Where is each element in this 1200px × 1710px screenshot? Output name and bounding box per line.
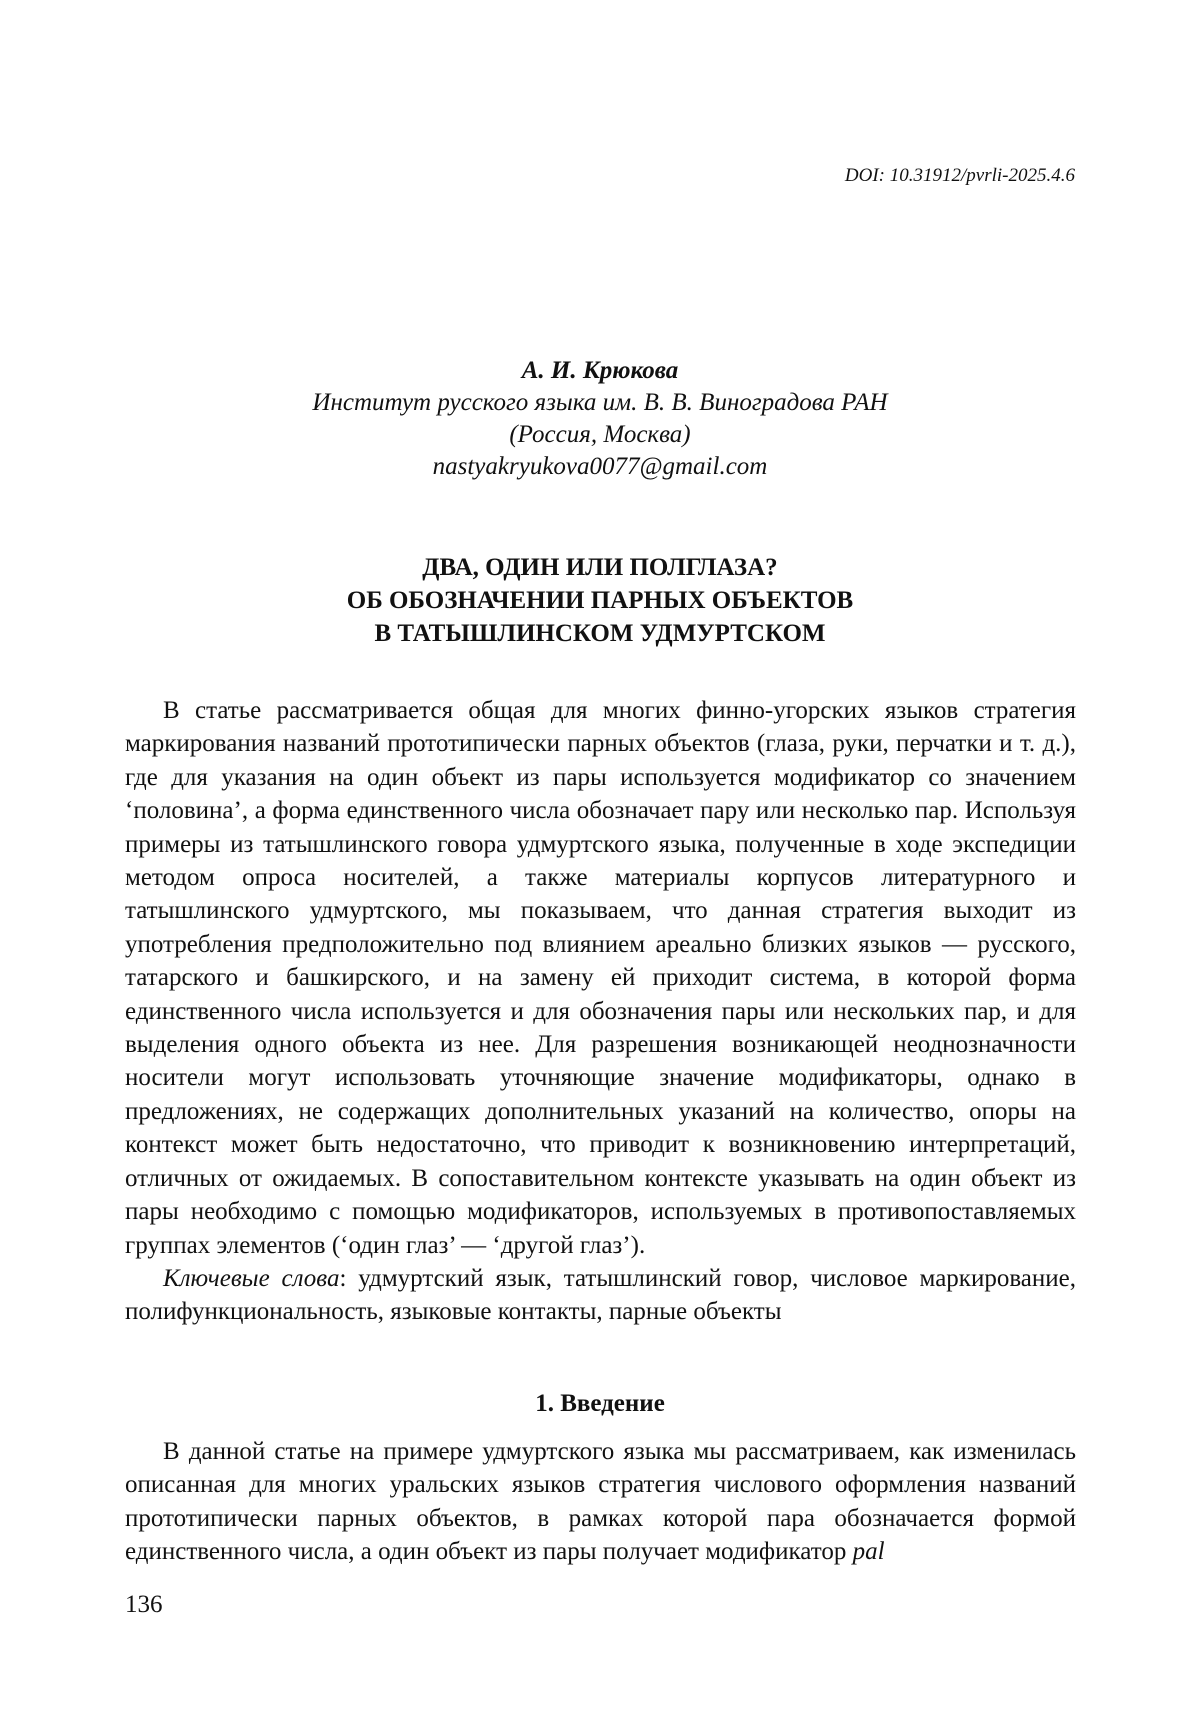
abstract-text: В статье рассматривается общая для многих финно-угорских языков стратегия маркирования названий прототипически парных объектов (глаза, руки, перчатки и т. д.), где для указания на один объект из пары используется модификатор со значением ‘половина’, а форма единственного числа обозначает пару или несколько пар. Используя примеры из татышлинского говора удмуртского языка, полученные в ходе экспедиции методом опроса носителей, а также материалы корпусов литературного и татышлинского удмуртского, мы показываем, что данная стратегия выходит из употребления предположительно под влиянием ареально близких языков — русского, татарского и башкирского, и на замену ей приходит система, в которой форма единственного числа используется и для обозначения пары или нескольких пар, и для выделения одного объекта из нее. Для разрешения возникающей неоднозначности носители могут использовать уточняющие значение модификаторы, однако в предложениях, не содержащих дополнительных указаний на количество, опоры на контекст может быть недостаточно, что приводит к возникновению интерпретаций, отличных от ожидаемых. В сопоставительном контексте указывать на один объект из пары необходимо с помощью модификаторов, используемых в противопоставляемых группах элементов (‘один глаз’ — ‘другой глаз’).	[125, 697, 1076, 1259]
intro-italic-term: pal	[852, 1538, 885, 1566]
page-number: 136	[125, 1591, 163, 1618]
intro-section	[125, 1435, 1076, 1569]
title-line: ОБ ОБОЗНАЧЕНИИ ПАРНЫХ ОБЪЕКТОВ	[346, 587, 854, 614]
doi-label: DOI: 10.31912/pvrli-2025.4.6	[844, 165, 1075, 186]
author-block	[0, 355, 1200, 483]
keywords-label: Ключевые слова	[163, 1264, 340, 1292]
keywords	[125, 1262, 1076, 1329]
title-line: ДВА, ОДИН ИЛИ ПОЛГЛАЗА?	[422, 554, 778, 581]
keywords-text: : удмуртский язык, татышлинский говор, числовое маркирование, полифункциональность, языковые контакты, парные объекты	[125, 1264, 1076, 1326]
author-location: (Россия, Москва)	[509, 421, 691, 448]
author-institution: Институт русского языка им. В. В. Виноградова РАН	[312, 389, 888, 416]
author-name: А. И. Крюкова	[521, 357, 679, 384]
article-title	[0, 551, 1200, 650]
intro-text: В данной статье на примере удмуртского языка мы рассматриваем, как изменилась описанная для многих уральских языков стратегия числового оформления названий прототипически парных объектов, в рамках которой пара обозначается формой единственного числа, а один объект из пары получает модификатор	[125, 1438, 1076, 1566]
intro-paragraph	[125, 1435, 1076, 1569]
abstract	[125, 694, 1076, 1329]
section-heading: 1. Введение	[535, 1390, 665, 1417]
title-line: В ТАТЫШЛИНСКОМ УДМУРТСКОМ	[374, 620, 826, 647]
author-email[interactable]: nastyakryukova0077@gmail.com	[432, 453, 768, 480]
